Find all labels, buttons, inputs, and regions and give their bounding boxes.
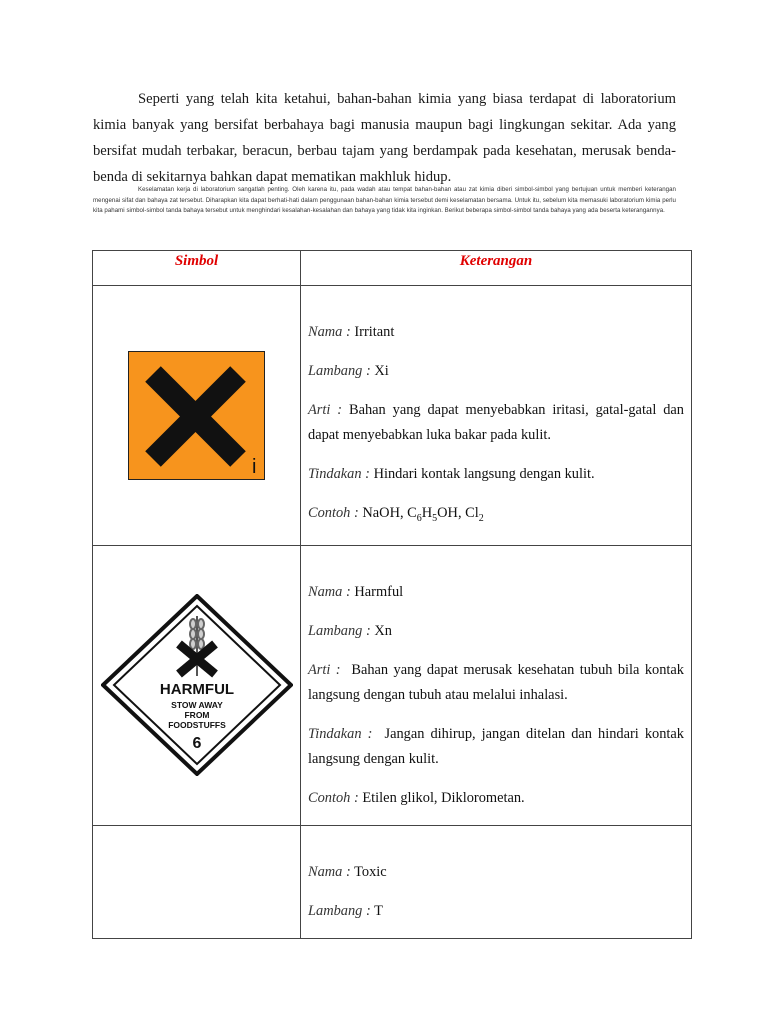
contoh-line: Contoh : Etilen glikol, Diklorometan. (308, 789, 525, 806)
contoh-line: Contoh : NaOH, $C_6H_5OH$, $Cl_2$ (308, 505, 484, 524)
nama-line: Nama : Toxic (308, 863, 387, 880)
arti-line: Arti : Bahan yang dapat menyebabkan iritasi, gatal-gatal dan dapat menyebabkan luka bakar pada kulit. (308, 402, 684, 443)
nama-line: Nama : Irritant (308, 324, 395, 340)
tindakan-line: Tindakan : Jangan dihirup, jangan ditelan dan hindari kontak langsung dengan kulit. (308, 725, 684, 767)
table-row (93, 286, 692, 546)
tindakan-line: Tindakan : Hindari kontak langsung dengan kulit. (308, 466, 595, 482)
lambang-line: Lambang : Xn (308, 622, 392, 639)
header-keterangan: Keterangan (301, 251, 692, 286)
table-header-row (93, 251, 692, 286)
harmful-line3: FOODSTUFFS (167, 720, 226, 731)
nama-value: Toxic (354, 863, 387, 880)
hazard-symbol-table (92, 250, 692, 939)
arti-value: Bahan yang dapat menyebabkan iritasi, gatal-gatal dan dapat menyebabkan luka bakar pada kulit. (308, 402, 684, 443)
description-cell (301, 825, 692, 938)
contoh-value: NaOH, $C_6H_5OH$, $Cl_2$ (362, 505, 484, 524)
header-simbol: Simbol (93, 251, 301, 286)
arti-line: Arti : Bahan yang dapat merusak kesehatan tubuh bila kontak langsung dengan tubuh atau melalui inhalasi. (308, 661, 684, 703)
contoh-value: Etilen glikol, Diklorometan. (362, 789, 525, 806)
nama-value: Irritant (354, 324, 395, 340)
table-row (93, 825, 692, 938)
lambang-value: Xn (374, 622, 392, 639)
harmful-word: HARMFUL (159, 681, 234, 699)
arti-value: Bahan yang dapat merusak kesehatan tubuh bila kontak langsung dengan tubuh atau melalui inhalasi. (308, 661, 684, 703)
symbol-cell (93, 825, 301, 938)
irritant-xi-icon (128, 351, 265, 480)
nama-line: Nama : Harmful (308, 583, 404, 600)
irritant-letter: i (252, 455, 257, 478)
symbol-cell (93, 286, 301, 546)
nama-value: Harmful (354, 583, 404, 600)
description-cell (301, 545, 692, 825)
harmful-line1: STOW AWAY (170, 700, 223, 711)
table-row (93, 545, 692, 825)
harmful-class-number: 6 (192, 735, 201, 753)
tindakan-value: Hindari kontak langsung dengan kulit. (373, 466, 595, 482)
tindakan-value: Jangan dihirup, jangan ditelan dan hindari kontak langsung dengan kulit. (308, 725, 684, 767)
harmful-diamond-icon (101, 594, 293, 776)
lambang-line: Lambang : T (308, 902, 383, 919)
intro-paragraph: Seperti yang telah kita ketahui, bahan-bahan kimia yang biasa terdapat di laboratorium kimia banyak yang bersifat berbahaya bagi manusia maupun bagi lingkungan sekitar. Ada yang bersifat mudah terbakar, beracun, berbau tajam yang berdampak pada kesehatan, merusak benda-benda di sekitarnya bahkan dapat mematikan makhluk hidup. (93, 91, 676, 185)
lambang-value: Xi (374, 363, 389, 379)
lambang-line: Lambang : Xi (308, 363, 389, 379)
lambang-value: T (374, 902, 383, 919)
safety-note-paragraph: Keselamatan kerja di laboratorium sangatlah penting. Oleh karena itu, pada wadah atau tempat bahan-bahan atau zat kimia diberi simbol-simbol yang bertujuan untuk memberi keterangan mengenai sifat dan bahaya zat tersebut. Diharapkan kita dapat berhati-hati dalam penggunaan bahan-bahan kimia tersebut demi keselamatan bersama. Untuk itu, sebelum kita memasuki laboratorium kimia perlu kita pahami simbol-simbol tanda bahaya tersebut untuk menghindari kesalahan-kesalahan dan bahaya yang tidak kita inginkan. Berikut beberapa simbol-simbol tanda bahaya yang ada beserta keterangannya. (93, 186, 676, 215)
description-cell (301, 286, 692, 546)
harmful-line2: FROM (183, 710, 210, 721)
symbol-cell (93, 545, 301, 825)
